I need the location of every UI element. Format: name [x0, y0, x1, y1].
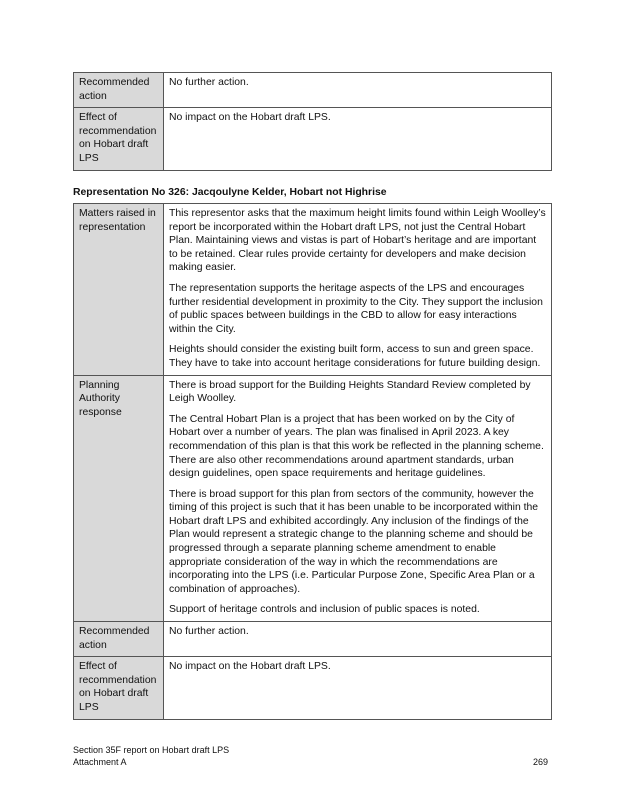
table-row [74, 73, 552, 108]
table-row-effect [74, 657, 552, 719]
row-label: Effect of recommendation on Hobart draft LPS [74, 108, 164, 170]
row-content: No impact on the Hobart draft LPS. [164, 108, 552, 170]
paragraph: There is broad support for the Building Heights Standard Review completed by Leigh Woolley. [169, 379, 531, 405]
representation-table [73, 203, 552, 720]
row-content: No further action. [164, 73, 552, 108]
paragraph: The Central Hobart Plan is a project that has been worked on by the City of Hobart over a number of years. The plan was finalised in April 2023. A key recommendation of this plan is that this work be reflected in the planning scheme. There are also other recommendations around apartment standards, urban design guidelines, open space requirements and heritage guidelines. [169, 413, 544, 480]
table-row-recommended [74, 622, 552, 657]
recommended-content: No further action. [164, 622, 552, 657]
table-row-planning [74, 375, 552, 622]
paragraph: The representation supports the heritage aspects of the LPS and encourages further residential development in proximity to the City. They support the inclusion of public spaces between buildings in the CBD to allow for easy interactions within the City. [169, 282, 543, 335]
top-table [73, 72, 552, 171]
page-number: 269 [532, 757, 548, 767]
paragraph: There is broad support for this plan from sectors of the community, however the timing of this project is such that it has been unable to be incorporated within the Hobart draft LPS and exhibited accordingly. Any inclusion of the findings of the Plan would represent a strategic change to the planning scheme and should be progressed through a separate planning scheme amendment to enable appropriate consideration of the way in which the recommendations are incorporating into the LPS (i.e. Particular Purpose Zone, Specific Area Plan or a combination of approaches). [169, 488, 539, 595]
planning-label: Planning Authority response [74, 375, 164, 622]
paragraph: Support of heritage controls and inclusion of public spaces is noted. [169, 604, 480, 616]
page-footer [73, 744, 229, 768]
row-label: Recommended action [74, 73, 164, 108]
recommended-label: Recommended action [74, 622, 164, 657]
effect-label: Effect of recommendation on Hobart draft LPS [74, 657, 164, 719]
footer-line-1: Section 35F report on Hobart draft LPS [73, 745, 230, 755]
table-row [74, 108, 552, 170]
footer-line-2: Attachment A [73, 757, 127, 767]
effect-content: No impact on the Hobart draft LPS. [164, 657, 552, 719]
planning-content [164, 375, 552, 622]
matters-label: Matters raised in representation [74, 204, 164, 376]
paragraph: Heights should consider the existing built form, access to sun and green space. They have to take into account heritage considerations for future building design. [169, 344, 541, 369]
table-row-matters [74, 204, 552, 376]
matters-content [164, 204, 552, 376]
paragraph: This representor asks that the maximum height limits found within Leigh Woolley’s report be incorporated within the Hobart draft LPS, not just the Central Hobart Plan. Maintaining views and vistas is part of Hobart’s heritage and are important to be retained. Clear rules provide certainty for developers and make decision making easier. [169, 208, 546, 274]
representation-heading: Representation No 326: Jacqoulyne Kelder, Hobart not Highrise [73, 187, 387, 198]
